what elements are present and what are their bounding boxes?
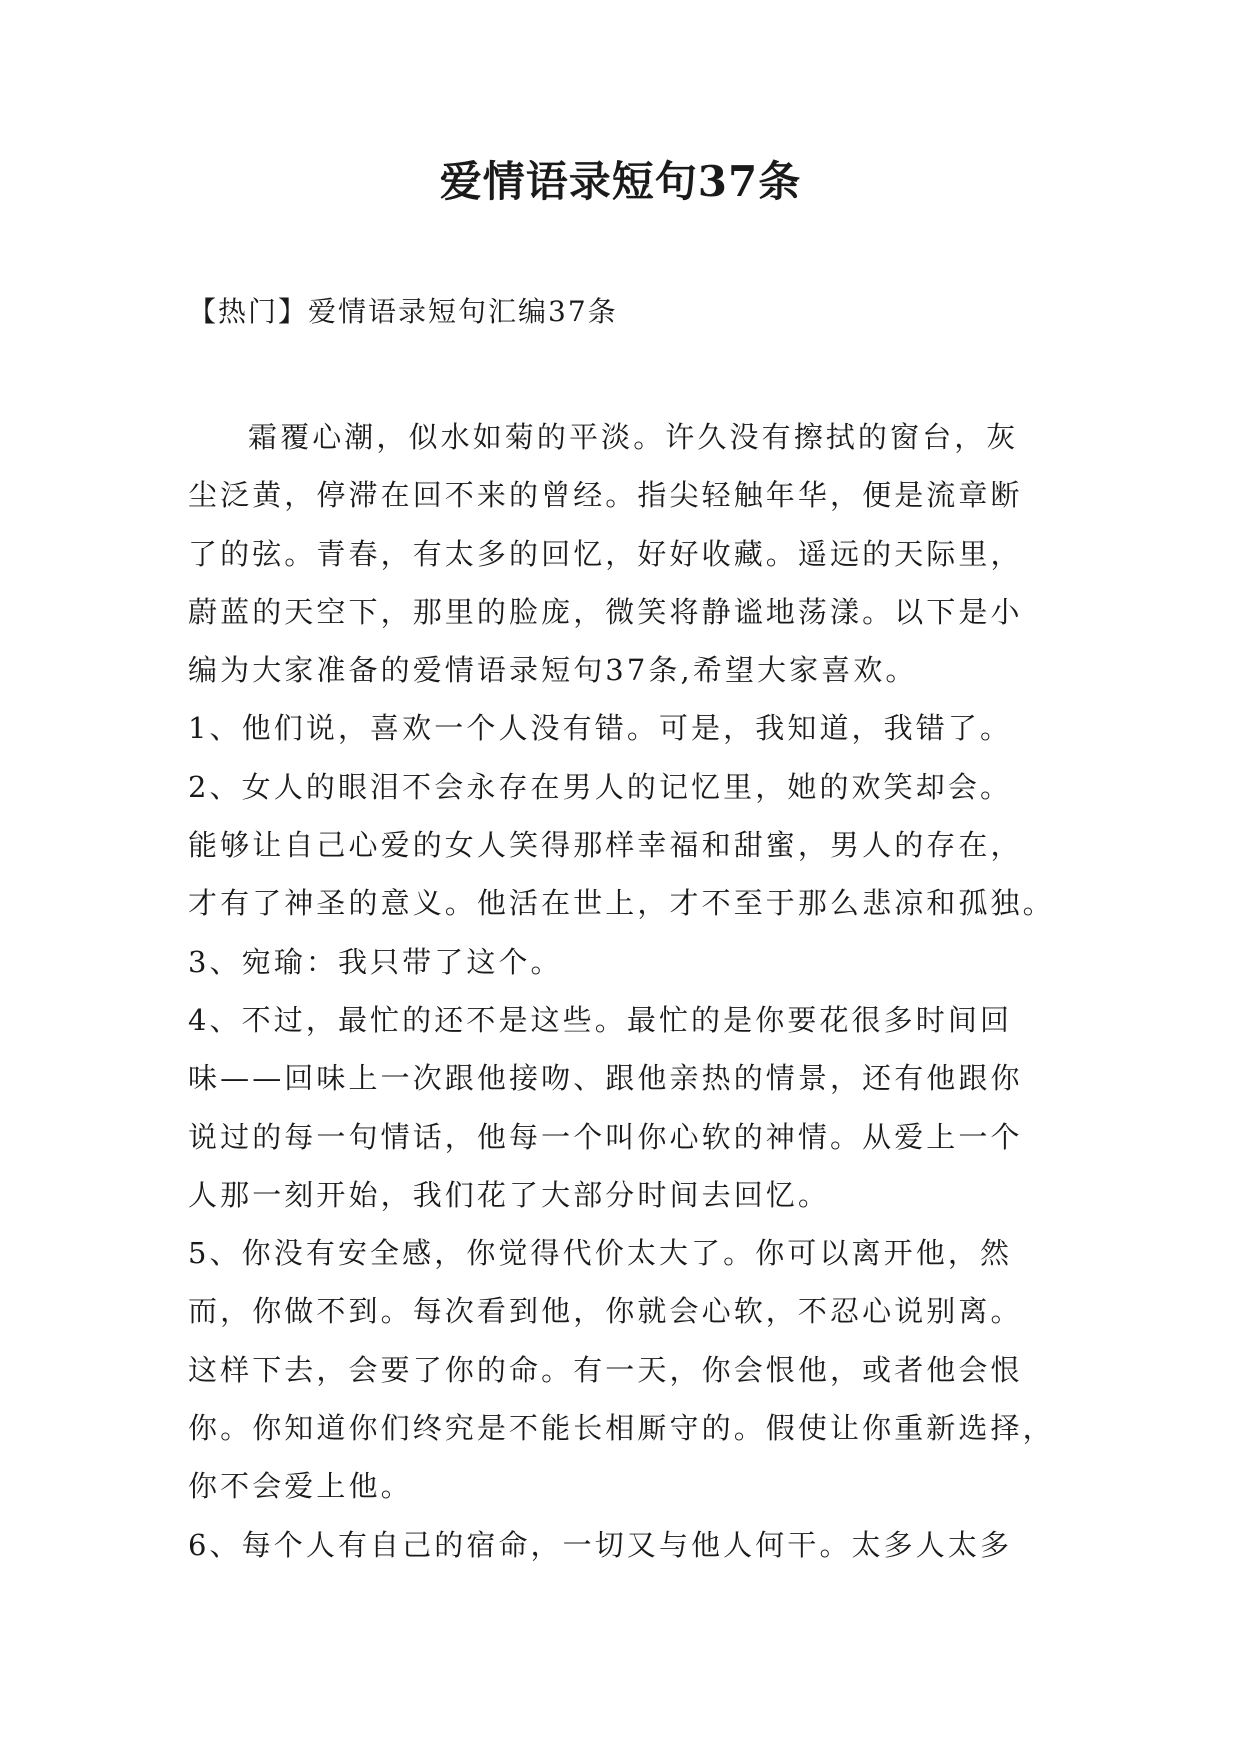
body-line: 你。你知道你们终究是不能长相厮守的。假使让你重新选择， <box>188 1411 1055 1446</box>
body-line: 蔚蓝的天空下，那里的脸庞，微笑将静谧地荡漾。以下是小 <box>188 594 1023 629</box>
body-line: 4、不过，最忙的还不是这些。最忙的是你要花很多时间回 <box>188 1002 1013 1037</box>
body-line: 才有了神圣的意义。他活在世上，才不至于那么悲凉和孤独。 <box>188 886 1055 921</box>
body-line: 你不会爱上他。 <box>188 1469 413 1504</box>
body-line: 说过的每一句情话，他每一个叫你心软的神情。从爱上一个 <box>188 1119 1023 1154</box>
body-line: 3、宛瑜：我只带了这个。 <box>188 944 563 979</box>
body-text <box>188 408 1068 1574</box>
body-line: 2、女人的眼泪不会永存在男人的记忆里，她的欢笑却会。 <box>188 769 1013 804</box>
subtitle: 【热门】爱情语录短句汇编37条 <box>188 295 618 328</box>
body-line: 1、他们说，喜欢一个人没有错。可是，我知道，我错了。 <box>188 711 1013 746</box>
page-title: 爱情语录短句37条 <box>439 157 802 206</box>
body-line: 人那一刻开始，我们花了大部分时间去回忆。 <box>188 1177 831 1212</box>
body-line: 霜覆心潮，似水如菊的平淡。许久没有擦拭的窗台，灰 <box>248 420 1019 454</box>
body-line: 尘泛黄，停滞在回不来的曾经。指尖轻触年华，便是流章断 <box>188 478 1023 513</box>
body-line: 6、每个人有自己的宿命，一切又与他人何干。太多人太多 <box>188 1527 1013 1562</box>
body-line: 味——回味上一次跟他接吻、跟他亲热的情景，还有他跟你 <box>188 1061 1023 1096</box>
body-line: 5、你没有安全感，你觉得代价太大了。你可以离开他，然 <box>188 1236 1013 1271</box>
body-line: 能够让自己心爱的女人笑得那样幸福和甜蜜，男人的存在， <box>188 828 1023 863</box>
body-line: 这样下去，会要了你的命。有一天，你会恨他，或者他会恨 <box>188 1352 1023 1387</box>
body-line: 编为大家准备的爱情语录短句37条,希望大家喜欢。 <box>188 653 918 688</box>
body-line: 而，你做不到。每次看到他，你就会心软，不忍心说别离。 <box>188 1294 1023 1329</box>
body-line: 了的弦。青春，有太多的回忆，好好收藏。遥远的天际里， <box>188 536 1023 571</box>
